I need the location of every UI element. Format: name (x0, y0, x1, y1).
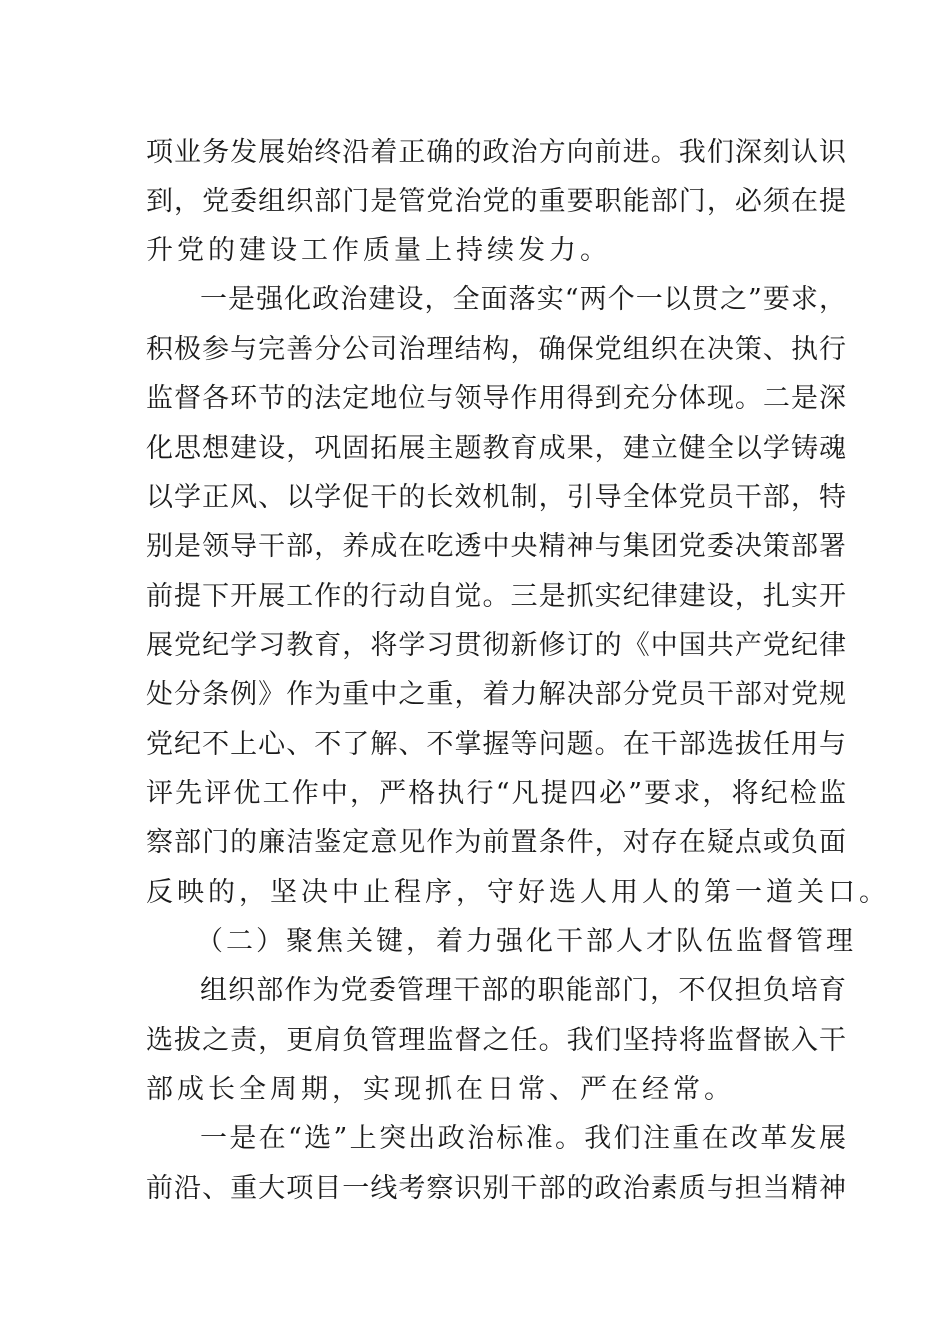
text-line: 部成长全周期，实现抓在日常、严在经常。 (146, 1074, 735, 1105)
text-line: 前沿、重大项目一线考察识别干部的政治素质与担当精神 (146, 1173, 846, 1204)
text-line: 积极参与完善分公司治理结构，确保党组织在决策、执行 (146, 334, 846, 365)
text-line: 处分条例》作为重中之重，着力解决部分党员干部对党规 (146, 679, 846, 710)
paragraph-start-line: 一是强化政治建设，全面落实“两个一以贯之”要求， (200, 284, 846, 315)
text-line: 升党的建设工作质量上持续发力。 (146, 235, 611, 266)
text-line: 化思想建设，巩固拓展主题教育成果，建立健全以学铸魂 (146, 433, 846, 464)
section-heading: （二）聚焦关键，着力强化干部人才队伍监督管理 (196, 926, 856, 957)
text-line: 党纪不上心、不了解、不掌握等问题。在干部选拔任用与 (146, 729, 846, 760)
text-line: 评先评优工作中，严格执行“凡提四必”要求，将纪检监 (146, 778, 846, 809)
text-line: 监督各环节的法定地位与领导作用得到充分体现。二是深 (146, 383, 846, 414)
text-line: 选拔之责，更肩负管理监督之任。我们坚持将监督嵌入干 (146, 1025, 846, 1056)
text-line: 反映的，坚决中止程序，守好选人用人的第一道关口。 (146, 877, 890, 908)
text-line: 项业务发展始终沿着正确的政治方向前进。我们深刻认识 (146, 137, 846, 168)
text-line: 察部门的廉洁鉴定意见作为前置条件，对存在疑点或负面 (146, 827, 846, 858)
text-line: 展党纪学习教育，将学习贯彻新修订的《中国共产党纪律 (146, 630, 846, 661)
text-line: 前提下开展工作的行动自觉。三是抓实纪律建设，扎实开 (146, 581, 846, 612)
paragraph-start-line: 组织部作为党委管理干部的职能部门，不仅担负培育 (200, 975, 846, 1006)
text-line: 到，党委组织部门是管党治党的重要职能部门，必须在提 (146, 186, 846, 217)
text-line: 别是领导干部，养成在吃透中央精神与集团党委决策部署 (146, 531, 846, 562)
text-line: 以学正风、以学促干的长效机制，引导全体党员干部，特 (146, 482, 846, 513)
paragraph-start-line: 一是在“选”上突出政治标准。我们注重在改革发展 (200, 1123, 846, 1154)
